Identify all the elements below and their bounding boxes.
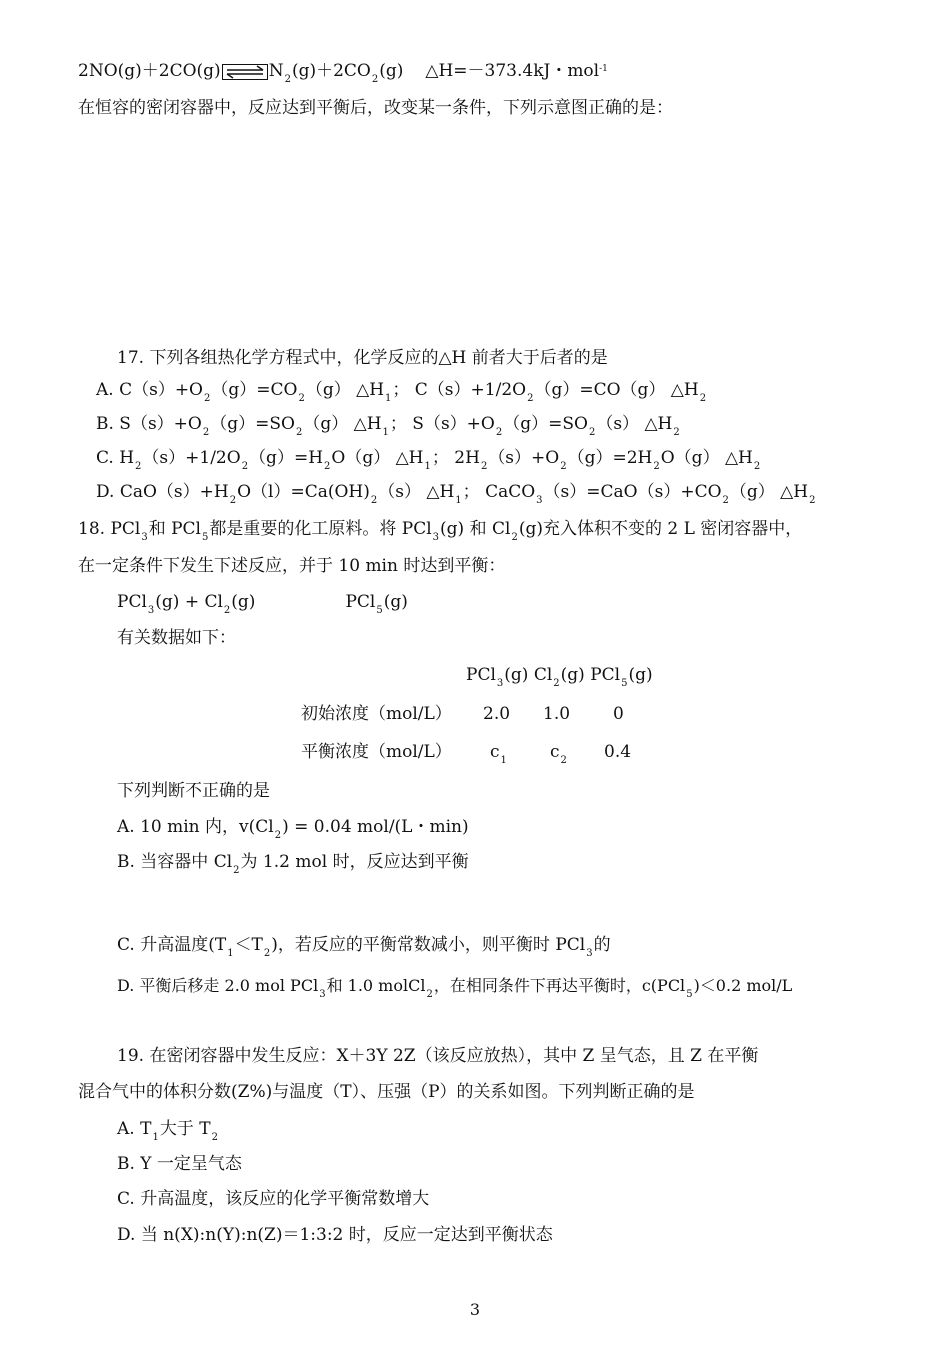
q19-stem-line1: 19. 在密闭容器中发生反应：X＋3Y 2Z（该反应放热），其中 Z 呈气态，且 Z 在平衡 [117,1046,759,1066]
q18-option-a: A. 10 min 内，$v(Cl_2) = 0.04$ mol/(L・min) [117,817,469,841]
q18-row-equilibrium-cl2: $c_2$ [550,742,567,766]
q19-option-a: A. $T_1$大于 $T_2$ [117,1119,218,1143]
q19-option-b: B. Y 一定呈气态 [117,1154,242,1174]
q19-option-c: C. 升高温度，该反应的化学平衡常数增大 [117,1189,430,1209]
q17-stem: 17. 下列各组热化学方程式中，化学反应的△H 前者大于后者的是 [117,348,608,368]
q17-option-b: B. $S(s)+O_2(g)=SO_2(g)$ $\triangle H_1$； $S(s)+O_2(g)=SO_2(s)$ $\triangle H_2$ [96,414,680,438]
q17-option-a: A. $C(s)+O_2(g)=CO_2(g)$ $\triangle H_1$； $C(s)+1/2O_2(g)=CO(g)$ $\triangle H_2$ [96,380,707,404]
q19-stem-line2: 混合气中的体积分数(Z%)与温度（T）、压强（P）的关系如图。下列判断正确的是 [78,1082,695,1102]
q18-option-b: B. 当容器中 $Cl_2$为 1.2 mol 时，反应达到平衡 [117,852,469,876]
q17-option-c: C. $H_2(s)+1/2O_2(g)=H_2O(g)$ $\triangle H_1$； $2H_2(s)+O_2(g)=2H_2O(g)$ $\triangle H_2$ [96,448,761,472]
q18-row-initial-cl2: 1.0 [543,704,571,724]
q18-row-equilibrium-pcl3: $c_1$ [490,742,507,766]
page-number: 3 [469,1300,481,1319]
q19-option-d: D. 当 n(X):n(Y):n(Z)＝1:3:2 时，反应一定达到平衡状态 [117,1225,553,1245]
q18-data-intro: 有关数据如下： [117,628,236,648]
q18-row-equilibrium-label: 平衡浓度（mol/L） [301,742,452,762]
q18-row-initial-pcl5: 0 [613,704,624,724]
q18-stem-line2: 在一定条件下发生下述反应，并于 10 min 时达到平衡： [78,556,506,576]
q18-row-initial-label: 初始浓度（mol/L） [301,704,452,724]
q18-row-initial-pcl3: 2.0 [483,704,511,724]
q18-option-c: C. 升高温度$(T_1<T_2)$，若反应的平衡常数减小，则平衡时 PCl$_3$的 [117,935,611,959]
q16-equation: 2NO(g)＋2CO(g) $N_2(g)+2CO_2(g)$ △H=－373.4kJ・mol$^{-1}$ [78,61,608,85]
q18-table-header: PCl$_3$(g) $Cl_2(g)$ PCl$_5$(g) [466,665,653,689]
q18-option-d: D. 平衡后移走 2.0 mol PCl$_3$和 1.0 molCl$_2$，在相同条件下再达平衡时，c(PCl$_5$)＜0.2 mol/L [117,976,793,1000]
q18-stem-line1: 18. PCl$_3$和 PCl$_5$都是重要的化工原料。将 PCl$_3$(g) 和 $Cl_2(g)$充入体积不变的 2 L 密闭容器中， [78,519,803,543]
equilibrium-arrow-icon [222,64,268,80]
q18-reaction: $PCl_3(g) + Cl_2(g)$ PCl$_5$(g) [117,592,408,616]
q18-ask: 下列判断不正确的是 [117,781,270,801]
q16-prompt: 在恒容的密闭容器中，反应达到平衡后，改变某一条件，下列示意图正确的是： [78,98,673,118]
q17-option-d: D. $CaO(s)+H_2O(l)=Ca(OH)_2(s)$ $\triangle H_1$； $CaCO_3(s)=CaO(s)+CO_2(g)$ $\triangle H_2$ [96,482,816,506]
q18-row-equilibrium-pcl5: 0.4 [604,742,632,762]
